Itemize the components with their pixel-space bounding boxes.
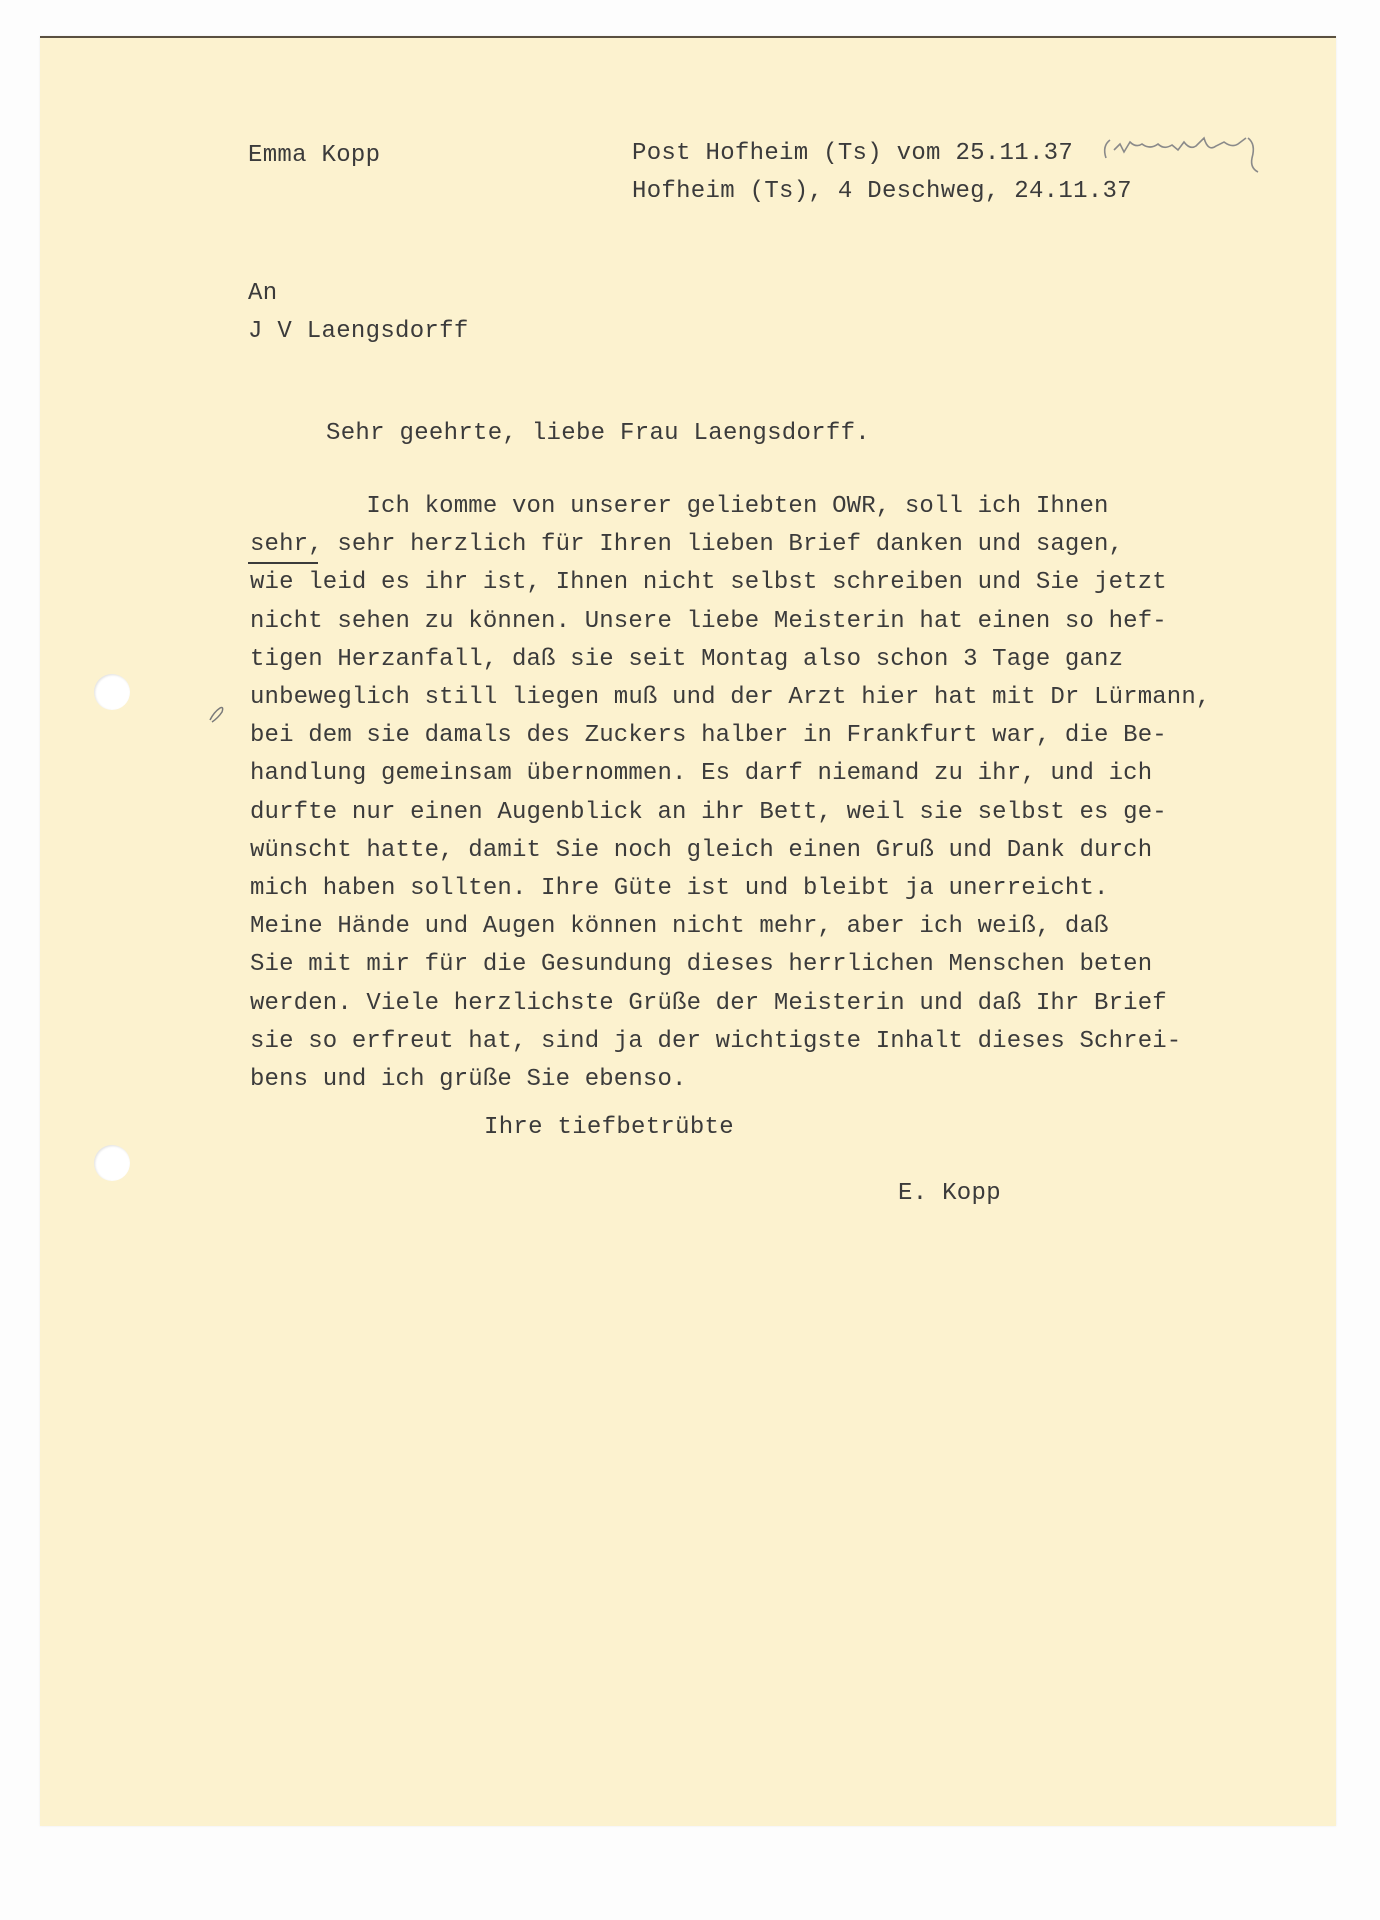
- body-line: sehr, sehr herzlich für Ihren lieben Brief danken und sagen,: [250, 531, 1124, 559]
- pencil-annotation-scribble: [1100, 128, 1280, 188]
- body-line: unbeweglich still liegen muß und der Arzt hier hat mit Dr Lürmann,: [250, 684, 1211, 712]
- body-line: Ich komme von unserer geliebten OWR, soll ich Ihnen: [250, 493, 1109, 520]
- body-line: nicht sehen zu können. Unsere liebe Meisterin hat einen so hef-: [250, 607, 1167, 635]
- post-date-line: Post Hofheim (Ts) vom 25.11.37: [632, 140, 1074, 167]
- margin-check-mark: [206, 698, 236, 728]
- underline-mark: [248, 562, 318, 564]
- punch-hole-lower: [94, 1145, 130, 1181]
- closing-phrase: Ihre tiefbetrübte: [484, 1114, 734, 1141]
- body-line: durfte nur einen Augenblick an ihr Bett, weil sie selbst es ge-: [250, 798, 1167, 826]
- body-line: mich haben sollten. Ihre Güte ist und bleibt ja unerreicht.: [250, 875, 1109, 903]
- body-line: handlung gemeinsam übernommen. Es darf niemand zu ihr, und ich: [250, 760, 1153, 788]
- sender-name: Emma Kopp: [248, 142, 381, 169]
- recipient-prefix: An: [248, 280, 278, 307]
- body-line: werden. Viele herzlichste Grüße der Meisterin und daß Ihr Brief: [250, 989, 1167, 1017]
- punch-hole-upper: [94, 674, 130, 710]
- signature: E. Kopp: [898, 1180, 1001, 1207]
- body-line: wünscht hatte, damit Sie noch gleich einen Gruß und Dank durch: [250, 836, 1153, 864]
- body-line: sie so erfreut hat, sind ja der wichtigste Inhalt dieses Schrei-: [250, 1027, 1182, 1055]
- body-line: Sie mit mir für die Gesundung dieses herrlichen Menschen beten: [250, 951, 1153, 979]
- salutation: Sehr geehrte, liebe Frau Laengsdorff.: [326, 420, 870, 447]
- body-line: Meine Hände und Augen können nicht mehr, aber ich weiß, daß: [250, 913, 1109, 941]
- body-line: wie leid es ihr ist, Ihnen nicht selbst schreiben und Sie jetzt: [250, 569, 1167, 597]
- body-line: bei dem sie damals des Zuckers halber in Frankfurt war, die Be-: [250, 722, 1167, 750]
- letter-body: [250, 488, 1210, 1099]
- recipient-name: J V Laengsdorff: [248, 318, 469, 345]
- place-date-line: Hofheim (Ts), 4 Deschweg, 24.11.37: [632, 178, 1132, 205]
- body-line: bens und ich grüße Sie ebenso.: [250, 1066, 687, 1094]
- body-line: tigen Herzanfall, daß sie seit Montag also schon 3 Tage ganz: [250, 645, 1124, 673]
